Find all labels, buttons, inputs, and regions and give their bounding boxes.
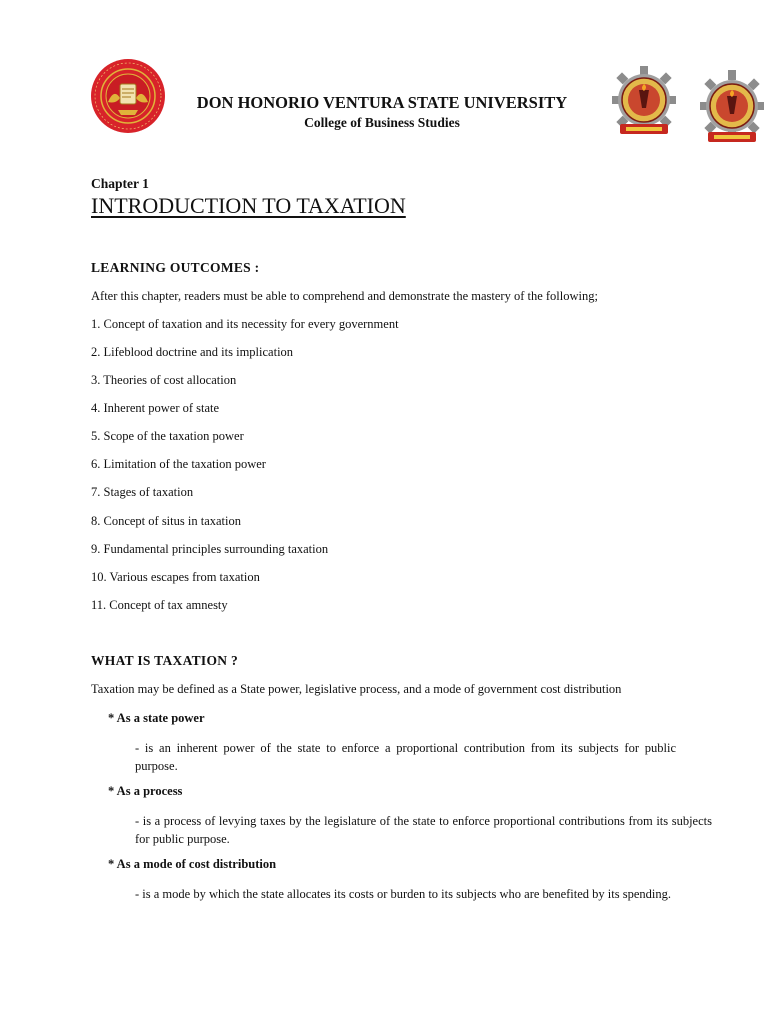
chapter-title: INTRODUCTION TO TAXATION [91,193,406,218]
learning-outcomes-intro: After this chapter, readers must be able to comprehend and demonstrate the mastery of the following; [91,289,598,303]
learning-outcomes-heading: LEARNING OUTCOMES : [91,260,260,275]
definition-label: * As a state power [108,711,205,725]
list-item: 8. Concept of situs in taxation [91,514,241,528]
list-item: 7. Stages of taxation [91,485,194,499]
list-item: 11. Concept of tax amnesty [91,598,228,612]
list-item: 2. Lifeblood doctrine and its implication [91,345,294,359]
university-name: DON HONORIO VENTURA STATE UNIVERSITY [196,93,568,112]
list-item: 4. Inherent power of state [91,401,220,415]
definition-label: * As a mode of cost distribution [108,857,277,871]
definition-text: - is a process of levying taxes by the legislature of the state to enforce proportional contributions from its subjects for public purpose. [135,814,712,846]
chapter-label: Chapter 1 [91,176,149,191]
list-item: 5. Scope of the taxation power [91,429,244,443]
list-item: 10. Various escapes from taxation [91,570,260,584]
list-item: 3. Theories of cost allocation [91,373,237,387]
college-name: College of Business Studies [304,115,460,130]
what-is-taxation-heading: WHAT IS TAXATION ? [91,653,239,668]
list-item: 6. Limitation of the taxation power [91,457,266,471]
list-item: 1. Concept of taxation and its necessity for every government [91,317,399,331]
taxation-intro: Taxation may be defined as a State power, legislative process, and a mode of government cost distribution [91,682,622,696]
definition-text: - is a mode by which the state allocates its costs or burden to its subjects who are benefited by its spending. [135,887,671,901]
definition-text: - is an inherent power of the state to enforce a proportional contribution from its subjects for public purpose. [135,741,676,773]
department-seal-icon [700,70,764,148]
college-seal-icon [612,66,676,142]
university-seal-icon [90,58,166,134]
list-item: 9. Fundamental principles surrounding taxation [91,542,329,556]
definition-label: * As a process [108,784,183,798]
